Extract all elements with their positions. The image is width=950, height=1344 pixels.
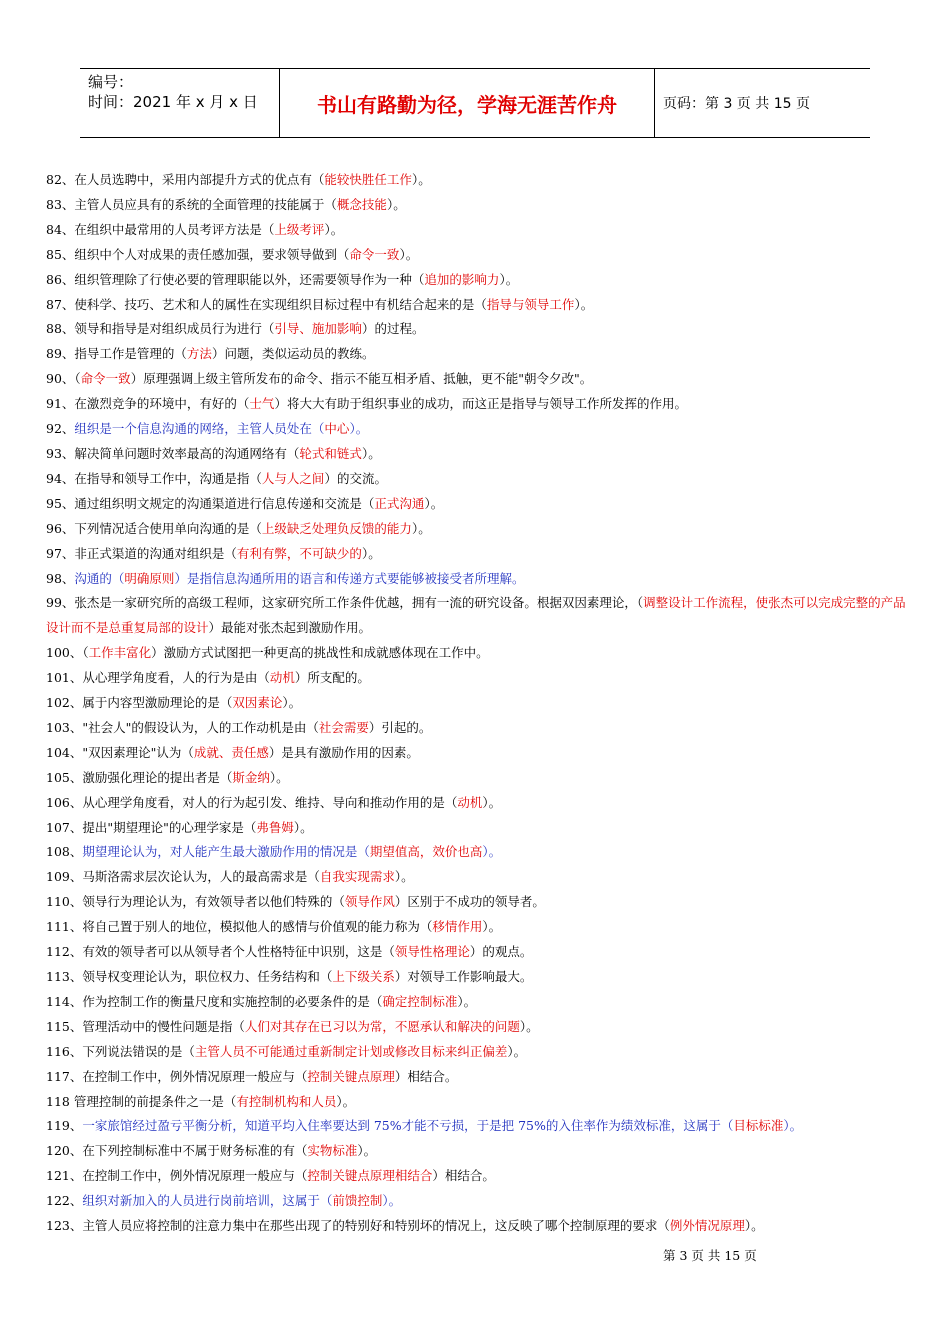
question-text: 解决简单问题时效率最高的沟通网络有（ xyxy=(74,445,300,461)
question-text: 在指导和领导工作中，沟通是指（ xyxy=(74,470,262,486)
answer-text: 动机 xyxy=(457,794,483,810)
item-number: 106、 xyxy=(46,794,83,810)
item-number: 117、 xyxy=(46,1068,83,1084)
item-number: 116、 xyxy=(46,1043,83,1059)
answer-text: 上下级关系 xyxy=(332,969,395,984)
item-number: 88、 xyxy=(46,321,75,337)
motto: 书山有路勤为径，学海无涯苦作舟 xyxy=(317,92,617,117)
item-number: 112、 xyxy=(46,944,83,960)
item-number: 97、 xyxy=(46,545,75,561)
question-text: 主管人员应将控制的注意力集中在那些出现了的特别好和特别坏的情况上，这反映了哪个控制原理的要求（ xyxy=(82,1218,670,1234)
question-text: 激励强化理论的提出者是（ xyxy=(82,769,233,785)
item-number: 94、 xyxy=(46,470,75,486)
question-text: ）。 xyxy=(519,1018,539,1034)
question-text: 在控制工作中，例外情况原理一般应与（ xyxy=(82,1068,308,1084)
list-item xyxy=(46,965,908,990)
list-item xyxy=(46,840,908,865)
list-item xyxy=(46,467,908,492)
question-text: 领导行为理论认为，有效领导者以他们特殊的（ xyxy=(82,894,345,910)
answer-text: 控制关键点原理相结合 xyxy=(307,1168,433,1184)
item-number: 119、 xyxy=(46,1118,83,1134)
question-text: ）。 xyxy=(411,172,431,187)
item-number: 87、 xyxy=(46,296,75,312)
answer-text: 成就、责任感 xyxy=(193,744,269,760)
list-item xyxy=(46,1139,908,1164)
item-number: 121、 xyxy=(46,1168,83,1184)
answer-text: 明确原则 xyxy=(124,570,175,586)
list-item xyxy=(46,641,908,666)
item-number: 111、 xyxy=(46,919,83,935)
list-item xyxy=(46,791,908,816)
list-item xyxy=(46,492,908,517)
list-item xyxy=(46,293,908,318)
list-item xyxy=(46,168,908,193)
question-text: 张杰是一家研究所的高级工程师，这家研究所工作条件优越，拥有一流的研究设备。根据双因素理论，（ xyxy=(74,595,644,611)
item-number: 91、 xyxy=(46,396,75,412)
item-number: 89、 xyxy=(46,346,75,362)
answer-text: 动机 xyxy=(269,670,295,686)
item-number: 109、 xyxy=(46,869,83,885)
question-text: ）是具有激励作用的因素。 xyxy=(268,744,419,760)
answer-text: 领导性格理论 xyxy=(394,944,470,960)
item-number: 82、 xyxy=(46,172,75,187)
question-text: ）。 xyxy=(482,844,502,860)
question-text: 在激烈竞争的环境中，有好的（ xyxy=(74,396,250,412)
question-text: ）。 xyxy=(336,1093,356,1109)
list-item xyxy=(46,591,908,641)
question-text: 下列说法错误的是（ xyxy=(82,1043,195,1059)
question-text: 期望理论认为，对人能产生最大激励作用的情况是（ xyxy=(82,844,370,860)
list-item xyxy=(46,865,908,890)
question-text: ）。 xyxy=(382,1193,402,1209)
question-text: ）。 xyxy=(357,1143,377,1159)
page-code: 页码：第 3 页 共 15 页 xyxy=(663,96,810,112)
list-item xyxy=(46,990,908,1015)
question-text: ）原理强调上级主管所发布的命令、指示不能互相矛盾、抵触，更不能"朝令夕改"。 xyxy=(130,371,593,387)
question-text: ）。 xyxy=(507,1043,527,1059)
item-number: 108、 xyxy=(46,844,83,860)
answer-text: 调整设计工作流程，使张杰可以完成完整的产品设计而不是总重复局部的设计 xyxy=(46,595,906,636)
item-number: 110、 xyxy=(46,894,83,910)
question-text: ）对领导工作影响最大。 xyxy=(394,969,533,984)
list-item xyxy=(46,193,908,218)
question-text: 非正式渠道的沟通对组织是（ xyxy=(74,545,237,561)
question-text: 管理控制的前提条件之一是（ xyxy=(73,1093,237,1109)
question-text: 组织管理除了行使必要的管理职能以外，还需要领导作为一种（ xyxy=(74,271,425,287)
item-number: 122、 xyxy=(46,1193,83,1209)
item-number: 92、 xyxy=(46,421,75,437)
answer-text: 自我实现需求 xyxy=(319,869,395,885)
question-text: ）所支配的。 xyxy=(294,670,370,686)
question-text: 管理活动中的慢性问题是指（ xyxy=(82,1018,245,1034)
page-footer: 第 3 页 共 15 页 xyxy=(663,1248,757,1263)
question-text: ）。 xyxy=(399,246,419,262)
item-number: 85、 xyxy=(46,246,75,262)
question-list xyxy=(46,168,908,1239)
answer-text: 人与人之间 xyxy=(261,470,325,486)
answer-text: 上级考评 xyxy=(274,221,325,237)
answer-text: 弗鲁姆 xyxy=(256,819,294,835)
answer-text: 追加的影响力 xyxy=(424,271,500,287)
question-text: ）。 xyxy=(269,769,289,785)
answer-text: 前馈控制 xyxy=(332,1193,383,1209)
list-item xyxy=(46,1040,908,1065)
question-text: ）引起的。 xyxy=(368,719,432,735)
question-text: 在控制工作中，例外情况原理一般应与（ xyxy=(82,1168,308,1184)
time-label: 时间：2021 年 x 月 x 日 xyxy=(88,93,258,111)
question-text: ）。 xyxy=(457,993,477,1009)
question-text: 主管人员应具有的系统的全面管理的技能属于（ xyxy=(74,196,337,212)
question-text: ）最能对张杰起到激励作用。 xyxy=(208,620,372,636)
answer-text: 确定控制标准 xyxy=(382,993,458,1009)
answer-text: 上级缺乏处理负反馈的能力 xyxy=(261,520,412,536)
item-number: 86、 xyxy=(46,271,75,287)
question-text: ）。 xyxy=(424,495,444,511)
page-header xyxy=(80,68,870,138)
answer-text: 控制关键点原理 xyxy=(307,1068,395,1084)
answer-text: 士气 xyxy=(249,396,275,412)
item-number: 83、 xyxy=(46,196,75,212)
question-text: 一家旅馆经过盈亏平衡分析，知道平均入住率要达到 75%才能不亏损，于是把 75%的入住率作为绩效标准，这属于（ xyxy=(82,1118,734,1134)
question-text: ）。 xyxy=(482,919,502,935)
answer-text: 能较快胜任工作 xyxy=(324,172,412,187)
answer-text: 方法 xyxy=(186,346,212,362)
item-number: 100、 xyxy=(46,645,83,661)
question-text: ）区别于不成功的领导者。 xyxy=(394,894,545,910)
answer-text: 双因素论 xyxy=(232,695,283,711)
question-text: "双因素理论"认为（ xyxy=(82,744,194,760)
item-number: 123、 xyxy=(46,1218,83,1234)
item-number: 103、 xyxy=(46,719,83,735)
question-text: ）是指信息沟通所用的语言和传递方式要能够被接受者所理解。 xyxy=(174,570,525,586)
answer-text: 例外情况原理 xyxy=(669,1218,745,1234)
question-text: ）。 xyxy=(574,296,594,312)
list-item xyxy=(46,741,908,766)
question-text: ）相结合。 xyxy=(394,1068,458,1084)
header-page-cell xyxy=(655,69,870,137)
list-item xyxy=(46,940,908,965)
answer-text: 概念技能 xyxy=(336,196,387,212)
answer-text: 指导与领导工作 xyxy=(486,296,575,312)
answer-text: 正式沟通 xyxy=(374,495,425,511)
question-text: 沟通的（ xyxy=(74,570,125,586)
list-item xyxy=(46,317,908,342)
item-number: 101、 xyxy=(46,670,83,686)
question-text: 在下列控制标准中不属于财务标准的有（ xyxy=(82,1143,308,1159)
question-text: ）激励方式试图把一种更高的挑战性和成就感体现在工作中。 xyxy=(151,645,489,661)
answer-text: 人们对其存在已习以为常，不愿承认和解决的问题 xyxy=(244,1018,520,1034)
question-text: ）。 xyxy=(324,221,344,237)
list-item xyxy=(46,542,908,567)
answer-text: 引导、施加影响 xyxy=(274,321,362,337)
list-item xyxy=(46,691,908,716)
item-number: 98、 xyxy=(46,570,75,586)
question-text: ）相结合。 xyxy=(432,1168,495,1184)
answer-text: 有控制机构和人员 xyxy=(236,1093,337,1109)
question-text: ）。 xyxy=(282,695,302,711)
list-item xyxy=(46,417,908,442)
item-number: 118 xyxy=(46,1093,74,1109)
answer-text: 移情作用 xyxy=(432,919,483,935)
question-text: ）。 xyxy=(744,1218,764,1234)
list-item xyxy=(46,243,908,268)
answer-text: 领导作风 xyxy=(344,894,395,910)
question-text: ）。 xyxy=(783,1118,803,1134)
list-item xyxy=(46,218,908,243)
list-item xyxy=(46,1114,908,1139)
question-text: ）将大大有助于组织事业的成功，而这正是指导与领导工作所发挥的作用。 xyxy=(274,396,687,412)
item-number: 105、 xyxy=(46,769,83,785)
question-text: 在组织中最常用的人员考评方法是（ xyxy=(74,221,275,237)
answer-text: 命令一致 xyxy=(80,371,131,387)
question-text: （ xyxy=(82,645,89,661)
answer-text: 主管人员不可能通过重新制定计划或修改目标来纠正偏差 xyxy=(194,1043,508,1059)
question-text: 作为控制工作的衡量尺度和实施控制的必要条件的是（ xyxy=(82,993,383,1009)
question-text: ）。 xyxy=(293,819,313,835)
question-text: 下列情况适合使用单向沟通的是（ xyxy=(74,520,262,536)
item-number: 99、 xyxy=(46,595,75,611)
answer-text: 命令一致 xyxy=(349,246,400,262)
question-text: 领导和指导是对组织成员行为进行（ xyxy=(74,321,275,337)
item-number: 115、 xyxy=(46,1018,83,1034)
item-number: 93、 xyxy=(46,445,75,461)
item-number: 96、 xyxy=(46,520,75,536)
item-number: 102、 xyxy=(46,695,83,711)
list-item xyxy=(46,915,908,940)
question-text: ）。 xyxy=(361,545,381,561)
answer-text: 目标标准 xyxy=(733,1118,784,1134)
list-item xyxy=(46,1090,908,1115)
answer-text: 实物标准 xyxy=(307,1143,358,1159)
answer-text: 轮式和链式 xyxy=(299,445,362,461)
item-number: 107、 xyxy=(46,819,83,835)
question-text: ）。 xyxy=(499,271,519,287)
list-item xyxy=(46,392,908,417)
answer-text: 中心 xyxy=(324,421,350,437)
header-info-cell xyxy=(80,69,280,137)
list-item xyxy=(46,716,908,741)
question-text: 使科学、技巧、艺术和人的属性在实现组织目标过程中有机结合起来的是（ xyxy=(74,296,487,312)
answer-text: 斯金纳 xyxy=(232,769,270,785)
header-motto-cell xyxy=(280,69,655,137)
question-text: 马斯洛需求层次论认为，人的最高需求是（ xyxy=(82,869,320,885)
question-text: （ xyxy=(74,371,81,387)
question-text: 在人员选聘中，采用内部提升方式的优点有（ xyxy=(74,172,325,187)
list-item xyxy=(46,666,908,691)
question-text: ）。 xyxy=(386,196,406,212)
item-number: 95、 xyxy=(46,495,75,511)
answer-text: 社会需要 xyxy=(318,719,369,735)
list-item xyxy=(46,567,908,592)
question-text: 通过组织明文规定的沟通渠道进行信息传递和交流是（ xyxy=(74,495,375,511)
question-text: 组织是一个信息沟通的网络，主管人员处在（ xyxy=(74,421,325,437)
item-number: 104、 xyxy=(46,744,83,760)
question-text: 有效的领导者可以从领导者个人性格特征中识别，这是（ xyxy=(82,944,395,960)
question-text: ）。 xyxy=(394,869,414,885)
item-number: 113、 xyxy=(46,969,83,984)
list-item xyxy=(46,1164,908,1189)
list-item xyxy=(46,890,908,915)
question-text: ）的观点。 xyxy=(469,944,533,960)
list-item xyxy=(46,342,908,367)
question-text: ）问题，类似运动员的教练。 xyxy=(211,346,375,362)
question-text: ）。 xyxy=(361,445,381,461)
list-item xyxy=(46,268,908,293)
list-item xyxy=(46,816,908,841)
number-label: 编号： xyxy=(88,73,134,91)
item-number: 120、 xyxy=(46,1143,83,1159)
question-text: 将自己置于别人的地位，模拟他人的感情与价值观的能力称为（ xyxy=(82,919,433,935)
question-text: 组织中个人对成果的责任感加强，要求领导做到（ xyxy=(74,246,350,262)
list-item xyxy=(46,517,908,542)
question-text: 属于内容型激励理论的是（ xyxy=(82,695,233,711)
list-item xyxy=(46,1189,908,1214)
question-text: 从心理学角度看，对人的行为起引发、维持、导向和推动作用的是（ xyxy=(82,794,458,810)
list-item xyxy=(46,766,908,791)
list-item xyxy=(46,1214,908,1239)
question-text: ）的过程。 xyxy=(361,321,425,337)
list-item xyxy=(46,442,908,467)
question-text: ）。 xyxy=(411,520,431,536)
item-number: 90、 xyxy=(46,371,75,387)
item-number: 114、 xyxy=(46,993,83,1009)
answer-text: 期望值高，效价也高 xyxy=(369,844,483,860)
question-text: 领导权变理论认为，职位权力、任务结构和（ xyxy=(82,969,333,984)
question-text: 提出"期望理论"的心理学家是（ xyxy=(82,819,257,835)
question-text: ）。 xyxy=(349,421,369,437)
item-number: 84、 xyxy=(46,221,75,237)
answer-text: 有利有弊，不可缺少的 xyxy=(236,545,362,561)
question-text: 指导工作是管理的（ xyxy=(74,346,187,362)
list-item xyxy=(46,1065,908,1090)
question-text: ）的交流。 xyxy=(324,470,387,486)
list-item xyxy=(46,367,908,392)
question-text: 组织对新加入的人员进行岗前培训，这属于（ xyxy=(82,1193,333,1209)
question-text: ）。 xyxy=(482,794,502,810)
answer-text: 工作丰富化 xyxy=(88,645,152,661)
question-text: "社会人"的假设认为，人的工作动机是由（ xyxy=(82,719,319,735)
list-item xyxy=(46,1015,908,1040)
question-text: 从心理学角度看，人的行为是由（ xyxy=(82,670,270,686)
